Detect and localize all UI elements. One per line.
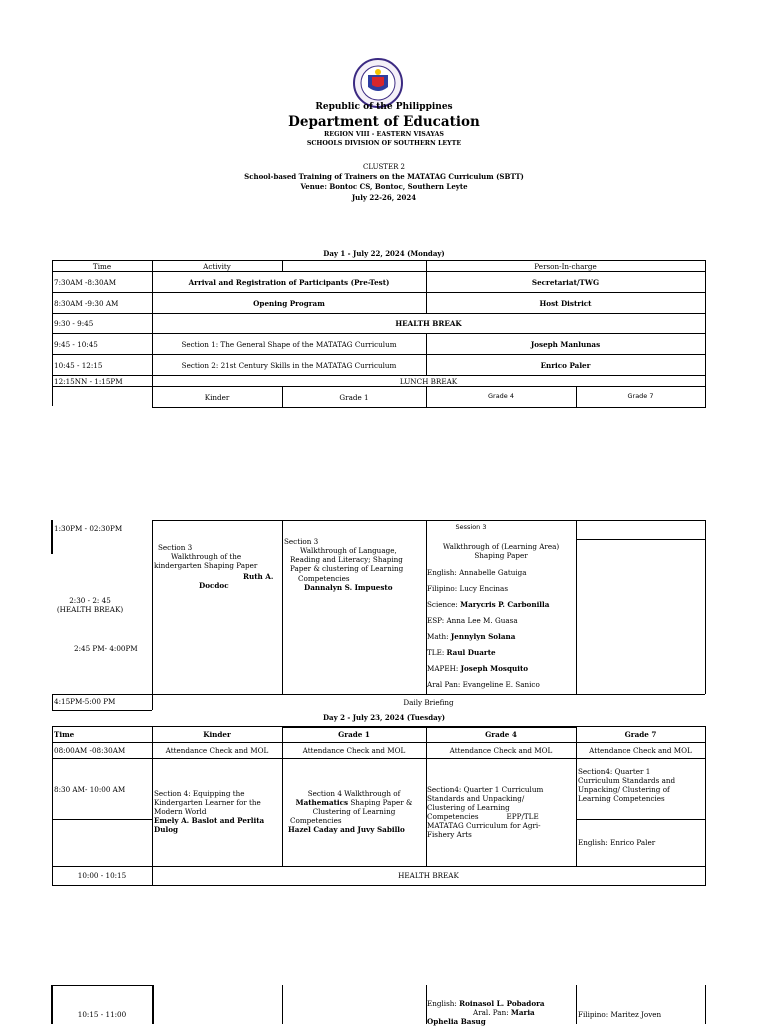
afternoon-time-1: 1:30PM - 02:30PM bbox=[54, 524, 123, 533]
grade4-session-line: Shaping Paper bbox=[474, 551, 528, 560]
dates-text: July 22-26, 2024 bbox=[351, 193, 417, 202]
grade1-section4-text: Shaping Paper & bbox=[348, 798, 413, 807]
grade4-english-row bbox=[427, 999, 576, 1008]
subject-facilitator: Roinasol L. Pobadora bbox=[459, 999, 545, 1008]
subject-facilitator: Raul Duarte bbox=[446, 648, 496, 657]
afternoon-time-2b: (HEALTH BREAK) bbox=[56, 605, 124, 614]
kinder-session-line: kindergarten Shaping Paper bbox=[154, 561, 258, 570]
grade1-session-line: Walkthrough of Language, bbox=[300, 546, 397, 555]
subject-label: MAPEH: bbox=[427, 664, 461, 673]
attendance-grade1: Attendance Check and MOL bbox=[302, 746, 406, 755]
subject-label: Aral. Pan: bbox=[473, 1008, 511, 1017]
grade4-section4-text: Competencies bbox=[427, 812, 479, 821]
subject-facilitator: Evangeline E. Sanico bbox=[462, 680, 540, 689]
grade4-subject-epp: EPP/TLE bbox=[506, 812, 539, 821]
day2-time-section4: 8:30 AM- 10:00 AM bbox=[54, 785, 126, 794]
day2-health-break: HEALTH BREAK bbox=[398, 871, 459, 880]
subject-facilitator: Ophelia Basug bbox=[427, 1017, 486, 1026]
day2-header-time: Time bbox=[54, 730, 75, 739]
department-title: Department of Education bbox=[288, 114, 480, 130]
grade4-section4-line: Standards and Unpacking/ bbox=[427, 794, 525, 803]
subject-label: Aral Pan: bbox=[427, 680, 463, 689]
grade1-section4-line: Competencies bbox=[290, 816, 342, 825]
grade1-facilitator: Dannalyn S. Impuesto bbox=[304, 583, 393, 592]
grade-header-grade4: Grade 4 bbox=[487, 392, 515, 400]
grade4-section4-line bbox=[427, 812, 576, 821]
subject-label: Math: bbox=[427, 632, 451, 641]
day2-time-attendance: 08:00AM -08:30AM bbox=[54, 746, 126, 755]
grade1-section4-line: Clustering of Learning bbox=[312, 807, 396, 816]
day2-header-kinder: Kinder bbox=[203, 730, 231, 739]
grade4-section4-line: Section4: Quarter 1 Curriculum bbox=[427, 785, 544, 794]
venue-text: Venue: Bontoc CS, Bontoc, Southern Leyte bbox=[300, 182, 468, 191]
grade7-section4-line: Learning Competencies bbox=[578, 794, 665, 803]
grade-header-grade7: Grade 7 bbox=[627, 392, 654, 400]
day1-title: Day 1 - July 22, 2024 (Monday) bbox=[323, 249, 445, 258]
grade7-filipino-facilitator: Filipino: Maritez Joven bbox=[578, 1010, 662, 1019]
daily-briefing: Daily Briefing bbox=[403, 698, 454, 707]
afternoon-time-4: 4:15PM-5:00 PM bbox=[54, 697, 116, 706]
grade-header-grade1: Grade 1 bbox=[339, 393, 369, 402]
grade1-section4-facilitator: Hazel Caday and Juvy Sabillo bbox=[288, 825, 405, 834]
cluster-text: CLUSTER 2 bbox=[362, 163, 406, 171]
afternoon-time-3: 2:45 PM- 4:00PM bbox=[74, 644, 138, 653]
grade1-session-line: Paper & clustering of Learning bbox=[290, 564, 404, 573]
training-title: School-based Training of Trainers on the MATATAG Curriculum (SBTT) bbox=[244, 172, 524, 181]
attendance-grade7: Attendance Check and MOL bbox=[589, 746, 692, 755]
grade7-section4-line: Unpacking/ Clustering of bbox=[578, 785, 670, 794]
kinder-session-label: Section 3 bbox=[158, 543, 193, 552]
subject-label: TLE: bbox=[427, 648, 447, 657]
grade4-subject-row bbox=[427, 664, 575, 673]
kinder-section4-line: Section 4: Equipping the bbox=[154, 789, 245, 798]
kinder-section4-facilitator: Emely A. Baslot and Perlita bbox=[154, 816, 265, 825]
subject-label: Filipino: bbox=[427, 584, 460, 593]
grade4-aralpan-row bbox=[473, 1008, 576, 1017]
day1-header-activity: Activity bbox=[203, 262, 231, 271]
day1-header-person: Person-In-charge bbox=[534, 262, 597, 271]
day2-time-1015: 10:15 - 11:00 bbox=[77, 1010, 127, 1019]
subject-facilitator: Joseph Mosquito bbox=[460, 664, 529, 673]
grade1-section4-line: Section 4 Walkthrough of bbox=[307, 789, 401, 798]
attendance-grade4: Attendance Check and MOL bbox=[449, 746, 553, 755]
subject-facilitator: Maria bbox=[510, 1008, 535, 1017]
kinder-section4-facilitator: Dulog bbox=[154, 825, 179, 834]
grade4-subject-row bbox=[427, 616, 575, 625]
subject-label: Science: bbox=[427, 600, 461, 609]
subject-label: ESP: bbox=[427, 616, 447, 625]
grade7-section4-line: Curriculum Standards and bbox=[578, 776, 676, 785]
grade1-section4-line bbox=[282, 798, 426, 807]
day2-header-grade7: Grade 7 bbox=[624, 730, 657, 739]
grade7-english-facilitator: English: Enrico Paler bbox=[578, 838, 656, 847]
region-text: REGION VIII - EASTERN VISAYAS bbox=[324, 131, 444, 138]
grade1-session-line: Reading and Literacy; Shaping bbox=[290, 555, 403, 564]
republic-text: Republic of the Philippines bbox=[315, 102, 453, 112]
grade1-session-line: Competencies bbox=[298, 574, 350, 583]
grade-header-kinder: Kinder bbox=[204, 393, 230, 402]
grade4-subject-row bbox=[427, 600, 575, 609]
subject-facilitator: Anna Lee M. Guasa bbox=[446, 616, 518, 625]
day2-header-grade1: Grade 1 bbox=[338, 730, 370, 739]
grade4-section4-line: Fishery Arts bbox=[427, 830, 472, 839]
grade4-session-line: Walkthrough of (Learning Area) bbox=[442, 542, 560, 551]
day1-header-time: Time bbox=[92, 262, 112, 271]
kinder-facilitator: Docdoc bbox=[199, 581, 229, 590]
subject-facilitator: Lucy Encinas bbox=[459, 584, 509, 593]
grade4-section4-line: MATATAG Curriculum for Agri- bbox=[427, 821, 541, 830]
attendance-kinder: Attendance Check and MOL bbox=[165, 746, 269, 755]
subject-facilitator: Annabelle Gatuiga bbox=[459, 568, 527, 577]
subject-mathematics: Mathematics bbox=[295, 798, 349, 807]
kinder-section4-line: Kindergarten Learner for the bbox=[154, 798, 261, 807]
afternoon-time-2: 2:30 - 2: 45 bbox=[69, 596, 111, 605]
kinder-section4-line: Modern World bbox=[154, 807, 207, 816]
grade4-section4-line: Clustering of Learning bbox=[427, 803, 510, 812]
grade4-subject-row bbox=[427, 568, 575, 577]
subject-facilitator: Jennylyn Solana bbox=[450, 632, 516, 641]
kinder-facilitator: Ruth A. bbox=[243, 572, 274, 581]
grade7-section4-line: Section4: Quarter 1 bbox=[578, 767, 651, 776]
grade4-subject-row bbox=[427, 680, 575, 689]
day2-title: Day 2 - July 23, 2024 (Tuesday) bbox=[322, 713, 446, 722]
day2-time-health-break: 10:00 - 10:15 bbox=[77, 871, 127, 880]
grade4-subject-row bbox=[427, 632, 575, 641]
grade4-subject-row bbox=[427, 584, 575, 593]
kinder-session-line: Walkthrough of the bbox=[171, 552, 242, 561]
grade4-session-label: Session 3 bbox=[455, 523, 487, 531]
subject-label: English: bbox=[427, 568, 460, 577]
subject-label: English: bbox=[427, 999, 460, 1008]
division-text: SCHOOLS DIVISION OF SOUTHERN LEYTE bbox=[306, 140, 462, 147]
day2-header-grade4: Grade 4 bbox=[485, 730, 517, 739]
subject-facilitator: Marycris P. Carbonilla bbox=[460, 600, 550, 609]
grade1-session-label: Section 3 bbox=[284, 537, 319, 546]
grade4-subject-row bbox=[427, 648, 575, 657]
